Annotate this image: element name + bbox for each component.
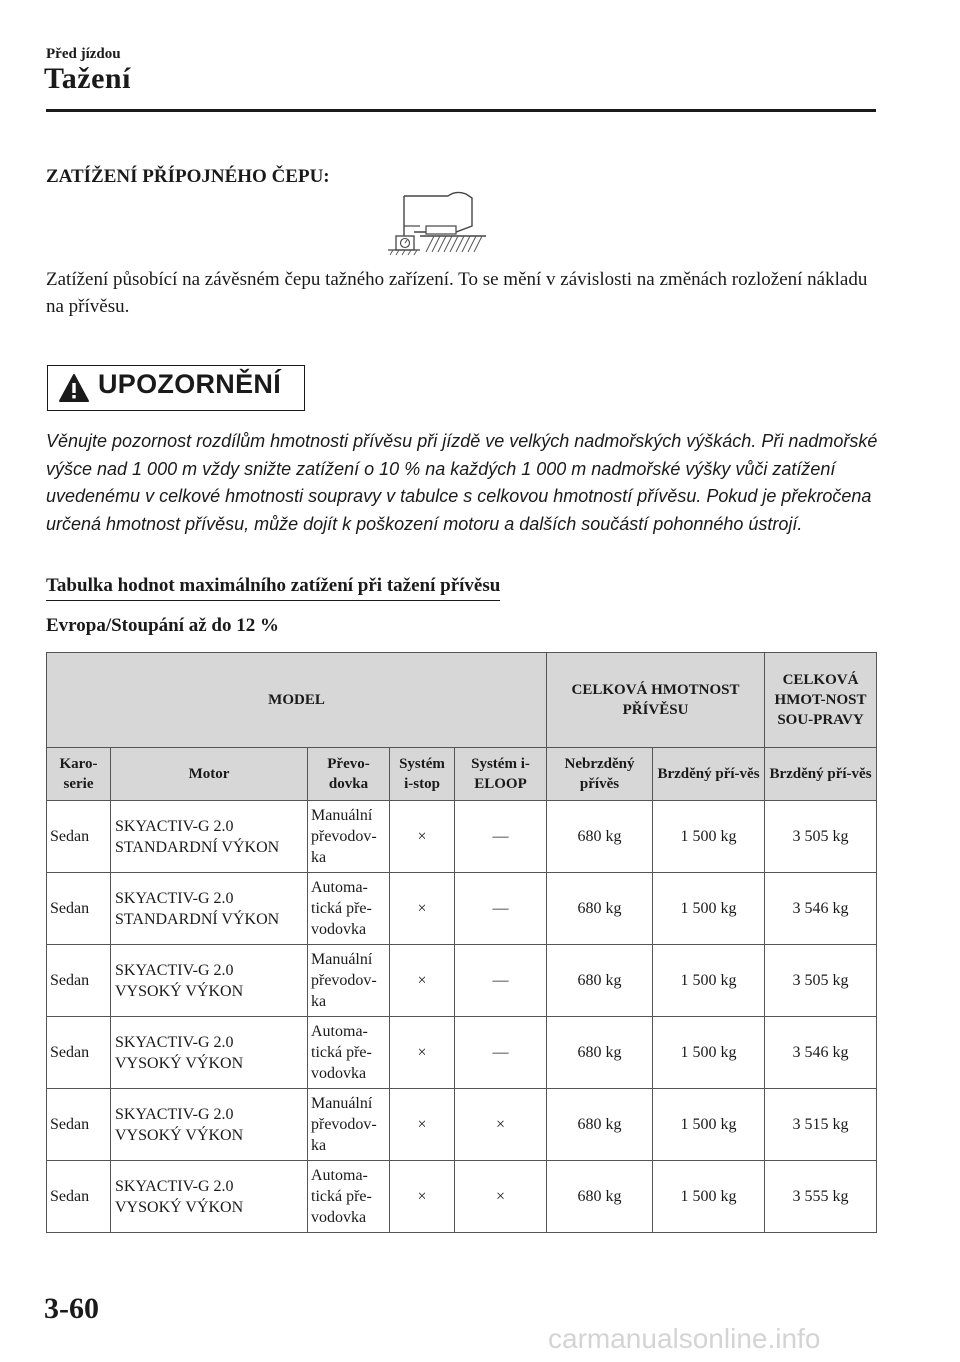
table-cell-transmission: Manuální převodov-ka [308, 801, 390, 873]
engine-line: SKYACTIV-G 2.0 [115, 1105, 234, 1123]
column-header: Systém i-ELOOP [455, 748, 547, 801]
table-cell-braked: 1 500 kg [653, 1161, 765, 1233]
engine-line: SKYACTIV-G 2.0 [115, 961, 234, 979]
table-cell-body: Sedan [47, 1017, 111, 1089]
tongue-load-paragraph: Zatížení působící na závěsném čepu tažného zařízení. To se mění v závislosti na změnách rozložení nákladu na přívěsu. [46, 269, 868, 317]
table-cell-body: Sedan [47, 1161, 111, 1233]
table-cell-istop: × [390, 945, 455, 1017]
table-cell-braked: 1 500 kg [653, 801, 765, 873]
engine-line: SKYACTIV-G 2.0 [115, 889, 234, 907]
column-header: Nebrzděný přívěs [547, 748, 653, 801]
table-cell-combination: 3 546 kg [765, 1017, 877, 1089]
engine-line: VYSOKÝ VÝKON [115, 1198, 244, 1216]
table-cell-combination: 3 555 kg [765, 1161, 877, 1233]
table-row [47, 1161, 877, 1233]
table-cell-engine [111, 801, 308, 873]
engine-line: VYSOKÝ VÝKON [115, 982, 244, 1000]
header-combination-weight: CELKOVÁ HMOT-NOST SOU-PRAVY [765, 653, 877, 748]
table-cell-body: Sedan [47, 873, 111, 945]
engine-line: SKYACTIV-G 2.0 [115, 817, 234, 835]
engine-line: SKYACTIV-G 2.0 [115, 1033, 234, 1051]
table-cell-braked: 1 500 kg [653, 873, 765, 945]
table-cell-engine [111, 873, 308, 945]
engine-line: STANDARDNÍ VÝKON [115, 838, 280, 856]
page-number: 3-60 [44, 1292, 99, 1325]
table-cell-braked: 1 500 kg [653, 945, 765, 1017]
table-row [47, 945, 877, 1017]
warning-triangle-icon [58, 373, 90, 403]
table-cell-unbraked: 680 kg [547, 873, 653, 945]
column-header: Karo-serie [47, 748, 111, 801]
table-cell-unbraked: 680 kg [547, 1089, 653, 1161]
table-cell-istop: × [390, 873, 455, 945]
table-row [47, 801, 877, 873]
table-cell-unbraked: 680 kg [547, 945, 653, 1017]
table-row [47, 873, 877, 945]
table-cell-engine [111, 1089, 308, 1161]
table-subtitle: Evropa/Stoupání až do 12 % [46, 615, 279, 636]
table-cell-ieloop: — [455, 801, 547, 873]
table-cell-unbraked: 680 kg [547, 1161, 653, 1233]
header-trailer-weight: CELKOVÁ HMOTNOST PŘÍVĚSU [547, 653, 765, 748]
table-cell-body: Sedan [47, 1089, 111, 1161]
table-cell-istop: × [390, 1161, 455, 1233]
table-cell-body: Sedan [47, 945, 111, 1017]
table-cell-istop: × [390, 801, 455, 873]
warning-title: UPOZORNĚNÍ [98, 369, 282, 399]
column-header: Brzděný pří-věs [653, 748, 765, 801]
column-header: Motor [111, 748, 308, 801]
table-cell-body: Sedan [47, 801, 111, 873]
section-label: Před jízdou [46, 46, 121, 62]
table-cell-unbraked: 680 kg [547, 1017, 653, 1089]
engine-line: SKYACTIV-G 2.0 [115, 1177, 234, 1195]
table-cell-ieloop: — [455, 873, 547, 945]
towing-load-table [46, 652, 877, 1233]
table-cell-braked: 1 500 kg [653, 1089, 765, 1161]
table-cell-ieloop: × [455, 1089, 547, 1161]
table-cell-combination: 3 505 kg [765, 801, 877, 873]
table-cell-combination: 3 505 kg [765, 945, 877, 1017]
watermark: carmanualsonline.info [548, 1323, 821, 1354]
trailer-tongue-scale-icon [386, 186, 490, 256]
table-cell-transmission: Manuální převodov-ka [308, 1089, 390, 1161]
table-cell-transmission: Automa-tická pře-vodovka [308, 873, 390, 945]
table-cell-transmission: Automa-tická pře-vodovka [308, 1017, 390, 1089]
header-rule [46, 109, 876, 112]
column-header: Převo-dovka [308, 748, 390, 801]
warning-box [47, 365, 305, 411]
column-header: Brzděný pří-věs [765, 748, 877, 801]
table-title: Tabulka hodnot maximálního zatížení při tažení přívěsu [46, 575, 500, 601]
table-cell-ieloop: — [455, 1017, 547, 1089]
table-cell-engine [111, 1161, 308, 1233]
table-cell-ieloop: × [455, 1161, 547, 1233]
table-cell-engine [111, 1017, 308, 1089]
engine-line: STANDARDNÍ VÝKON [115, 910, 280, 928]
warning-text: Věnujte pozornost rozdílům hmotnosti přívěsu při jízdě ve velkých nadmořských výškách. Při nadmořské výšce nad 1 000 m vždy snižte zatížení o 10 % na každých 1 000 m nadmořské výšky vůči zatížení uvedenému v celkové hmotnosti soupravy v tabulce s celkovou hmotností přívěsu. Pokud je překročena určená hmotnost přívěsu, může dojít k poškození motoru a dalších součástí pohonného ústrojí. [46, 431, 878, 534]
table-cell-istop: × [390, 1017, 455, 1089]
tongue-load-heading: ZATÍŽENÍ PŘÍPOJNÉHO ČEPU: [46, 166, 330, 187]
table-cell-combination: 3 515 kg [765, 1089, 877, 1161]
column-header: Systém i-stop [390, 748, 455, 801]
table-cell-transmission: Manuální převodov-ka [308, 945, 390, 1017]
engine-line: VYSOKÝ VÝKON [115, 1126, 244, 1144]
table-cell-ieloop: — [455, 945, 547, 1017]
header-model: MODEL [47, 653, 547, 748]
table-cell-transmission: Automa-tická pře-vodovka [308, 1161, 390, 1233]
chapter-title: Tažení [44, 62, 131, 95]
table-cell-unbraked: 680 kg [547, 801, 653, 873]
table-row [47, 1089, 877, 1161]
table-cell-braked: 1 500 kg [653, 1017, 765, 1089]
table-row [47, 1017, 877, 1089]
table-cell-engine [111, 945, 308, 1017]
table-cell-istop: × [390, 1089, 455, 1161]
table-cell-combination: 3 546 kg [765, 873, 877, 945]
engine-line: VYSOKÝ VÝKON [115, 1054, 244, 1072]
